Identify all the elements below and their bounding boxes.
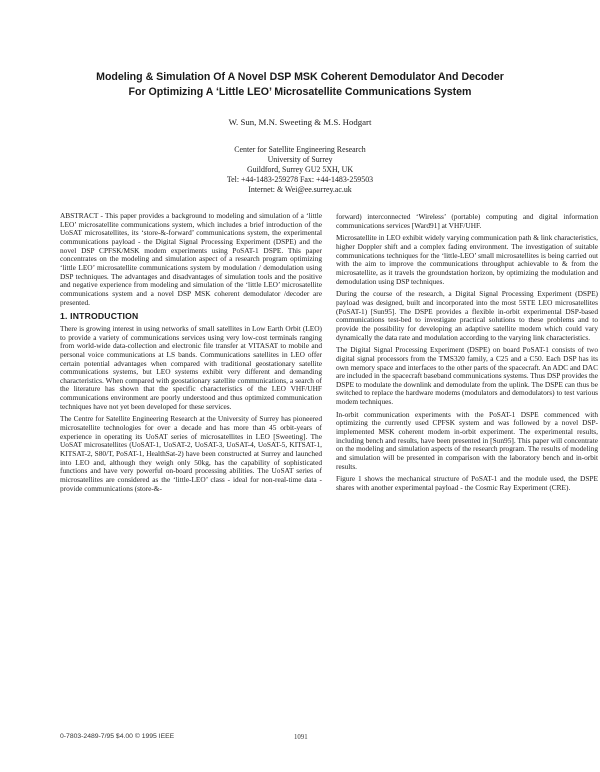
body-paragraph: In-orbit communication experiments with the PoSAT-1 DSPE commenced with optimizing the currently used CPFSK system and was followed by a novel DSP-implemented MSK coherent modem in-orbit experiment. The experimental results, including bench and results, have been presented in [Sun95]. This paper will concentrate on the modeling and simulation aspects of the research program. The results of modeling and simulation will be presented in comparison with the laboratory bench and in-orbit results. — [336, 409, 598, 471]
affiliation-block — [0, 145, 600, 195]
section-heading-introduction: 1. INTRODUCTION — [60, 311, 139, 322]
affiliation-line: Tel: +44-1483-259278 Fax: +44-1483-259503 — [226, 175, 374, 184]
abstract-text: - This paper provides a background to modeling and simulation of a ‘little LEO’ microsatellite communications system, which includes a brief introduction of the UoSAT microsatellites, its ‘store-&-forward’ communications system, the experimental communications payload - the Digital Signal Processing Experiment (DSPE) and the novel DSP CPFSK/MSK modem experiments using PoSAT-1 DSPE. This paper concentrates on the modeling and simulation aspect of a research program optimizing ‘little LEO’ microsatellite communications system by modulation / demodulation using DSP techniques. The advantages and disadvantages of simulation tools and the positive and negative experience from modeling and simulation of the ‘little LEO’ microsatellite communications system and a novel DSP MSK coherent demodulator /decoder are presented. — [60, 211, 322, 307]
right-column — [336, 213, 598, 497]
paper-title-line-1: Modeling & Simulation Of A Novel DSP MSK Coherent Demodulator And Decoder — [96, 71, 504, 83]
body-paragraph: During the course of the research, a Digital Signal Processing Experiment (DSPE) payload was designed, built and incorporated into the most 5STE LEO microsatellites (PoSAT-1) [Sun95]. The DSPE provides a flexible in-orbit experimental DSP-based communications test-bed to investigate practical solutions to these problems and to provide the possibility for developing an adaptive satellite modem which could vary dynamically the data rate and modulation according to the varying link characteristics. — [336, 289, 598, 342]
paper-title — [30, 70, 570, 100]
body-paragraph: The Centre for Satellite Engineering Research at the University of Surrey has pioneered microsatellite technologies for over a decade and has more than 45 orbit-years of experience in operating its UoSAT series of microsatellites in LEO [Sweeting]. The UoSAT microsatellites (UoSAT-1, UoSAT-2, UoSAT-3, UoSAT-4, UoSAT-5, KITSAT-1, KITSAT-2, S80/T, PoSAT-1, HealthSat-2) have been constructed at Surrey and launched into LEO and, although they weigh only 50kg, has the capability of sophisticated functions and have very powerful on-board processing abilities. The UoSAT series of microsatellites are considered as the ‘little-LEO’ class - ideal for non-real-time data - provide communications (store-&- — [60, 414, 322, 493]
affiliation-line: Guildford, Surrey GU2 5XH, UK — [246, 165, 354, 174]
affiliation-line: Center for Satellite Engineering Research — [234, 145, 366, 154]
page-number: 1091 — [294, 734, 308, 741]
body-paragraph: The Digital Signal Processing Experiment (DSPE) on board PoSAT-1 consists of two digital signal processors from the TMS320 family, a C25 and a C50. Each DSP has its own memory space and interfaces to the other parts of the spacecraft. An ADC and DAC are included in the spacecraft baseband communications systems. Thus DSP provides the DSPE to modulate the downlink and demodulate from the uplink. The DSPE can thus be switched to replace the hardware modems (modulators and demodulators) to test various modem techniques. — [336, 345, 598, 407]
body-paragraph: Microsatellite in LEO exhibit widely varying communication path & link characteristics, higher Doppler shift and a complex fading environment. The investigation of suitable communications techniques for the ‘little-LEO’ small microsatellites is being carried out with the aim to improve the communications throughput achievable to & from the microsatellite, as it travels the groundstation horizon, by optimizing the modulation and demodulation using DSP techniques. — [336, 233, 598, 286]
copyright-footer: 0-7803-2489-7/95 $4.00 © 1995 IEEE — [60, 733, 175, 740]
abstract-paragraph — [60, 212, 322, 307]
paper-title-line-2: For Optimizing A ‘Little LEO’ Microsatellite Communications System — [128, 86, 472, 98]
affiliation-line: University of Surrey — [267, 155, 333, 164]
left-column — [60, 212, 322, 497]
authors: W. Sun, M.N. Sweeting & M.S. Hodgart — [228, 117, 372, 127]
body-paragraph: There is growing interest in using networks of small satellites in Low Earth Orbit (LEO) to provide a variety of communications services using very low-cost terminals ranging from world-wide data-collection and electronic file transfer at VITASAT to mobile and personal voice communications at LS bands. Communications satellites in LEO offer certain potential advantages when compared with traditional geostationary satellite communications systems, but LEO systems exhibit very different and demanding characteristics. When compared with geostationary satellite communications, a search of the literature has shown that the specific characteristics of the LEO VHF/UHF communications environment are poorly understood and thus optimized communication techniques have not yet been developed for these services. — [60, 323, 322, 411]
affiliation-line: Internet: & Wei@ee.surrey.ac.uk — [248, 185, 352, 194]
body-paragraph: Figure 1 shows the mechanical structure of PoSAT-1 and the module used, the DSPE shares with another experimental payload - the Cosmic Ray Experiment (CRE). — [336, 474, 598, 493]
body-paragraph: forward) interconnected ‘Wireless’ (portable) computing and digital information communications services [Ward91] at VHF/UHF. — [336, 212, 598, 230]
abstract-label: ABSTRACT — [60, 211, 99, 220]
